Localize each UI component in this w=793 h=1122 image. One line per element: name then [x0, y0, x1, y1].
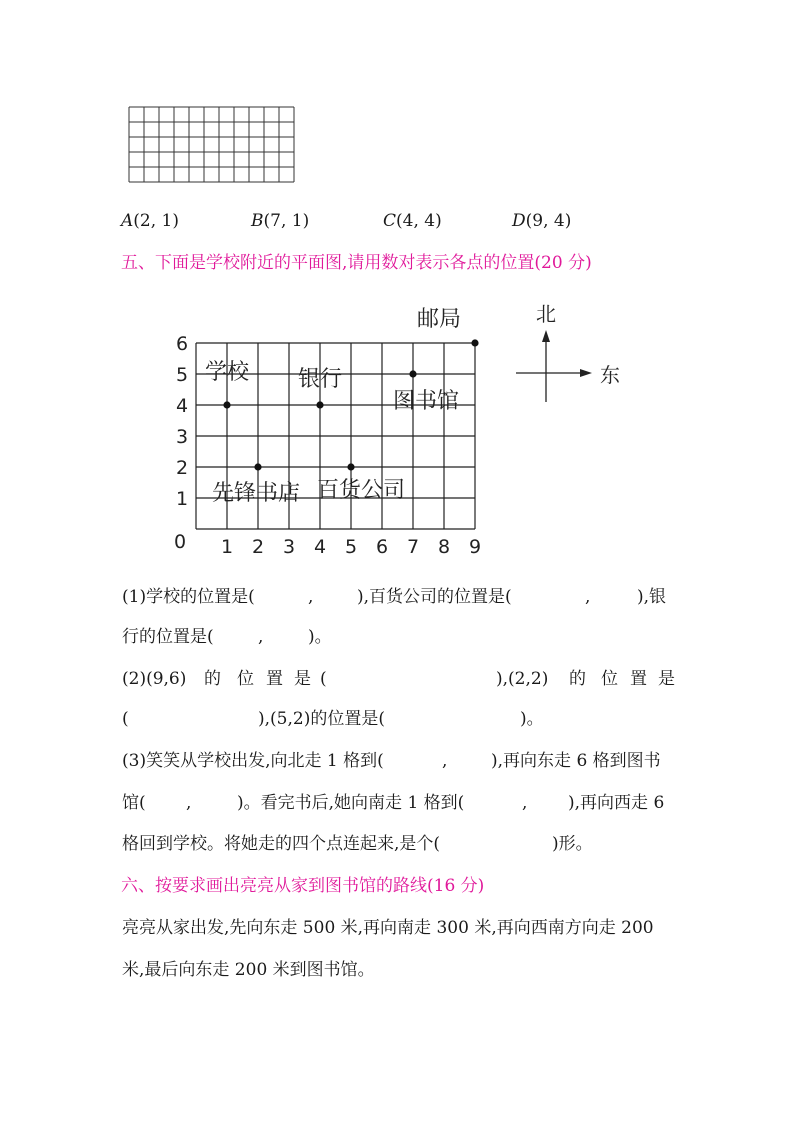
place-label: 学校 — [205, 360, 250, 385]
point-b: B(7, 1) — [251, 211, 310, 231]
q1-comma-3: , — [258, 627, 264, 647]
place-dot — [471, 339, 478, 346]
q2-part: 置 — [266, 669, 283, 689]
q3-line2 — [122, 793, 676, 813]
place-dot — [409, 370, 416, 377]
place-label: 百货公司 — [317, 478, 406, 503]
x-tick-label: 8 — [437, 536, 451, 558]
q2-part: (2)(9,6) — [122, 669, 187, 689]
q2-text-a: ( — [122, 709, 129, 729]
point-d: D(9, 4) — [512, 211, 572, 231]
q1-text-a: (1)学校的位置是( — [122, 587, 255, 607]
q3-text-a: (3)笑笑从学校出发,向北走 1 格到( — [122, 751, 384, 771]
q2-text-b: ),(5,2)的位置是( — [258, 709, 385, 729]
school-map — [160, 296, 640, 566]
q1-comma-2: , — [585, 587, 591, 607]
q2-line2 — [122, 709, 676, 729]
q2-line1 — [122, 669, 676, 689]
section6-body-line2: 米,最后向东走 200 米到图书馆。 — [122, 960, 375, 980]
compass — [516, 302, 620, 402]
q3-text-g: )形。 — [552, 834, 593, 854]
place-label: 邮局 — [416, 307, 461, 332]
q3-line3 — [122, 834, 676, 854]
point-c: C(4, 4) — [383, 211, 442, 231]
q2-text-c: )。 — [520, 709, 544, 729]
place-dot — [347, 463, 354, 470]
x-tick-label: 2 — [251, 536, 265, 558]
x-tick-label: 7 — [406, 536, 420, 558]
place-label: 图书馆 — [393, 389, 460, 414]
x-tick-label: 4 — [313, 536, 327, 558]
x-tick-label: 6 — [375, 536, 389, 558]
x-tick-label: 9 — [468, 536, 482, 558]
x-tick-label: 3 — [282, 536, 296, 558]
q1-text-b: ),百货公司的位置是( — [357, 587, 512, 607]
q2-part: 是 — [658, 669, 675, 689]
q3-text-c: 馆( — [122, 793, 146, 813]
q1-text-e: )。 — [308, 627, 332, 647]
q2-part: ),(2,2) — [496, 669, 549, 689]
x-tick-label: 1 — [220, 536, 234, 558]
q3-line1 — [122, 751, 676, 771]
y-tick-label: 5 — [175, 364, 189, 386]
q2-part: 位 — [601, 669, 618, 689]
q2-part: 置 — [630, 669, 647, 689]
q2-part: 的 — [569, 669, 586, 689]
point-list — [121, 211, 681, 233]
place-label: 银行 — [298, 367, 343, 392]
section5-title: 五、下面是学校附近的平面图,请用数对表示各点的位置(20 分) — [121, 253, 592, 273]
section6-body-line1: 亮亮从家出发,先向东走 500 米,再向南走 300 米,再向西南方向走 200 — [122, 918, 654, 938]
place-label: 先锋书店 — [212, 481, 301, 506]
east-label: 东 — [600, 363, 620, 387]
q2-part: 是 — [294, 669, 311, 689]
q2-part: 位 — [237, 669, 254, 689]
origin-label: 0 — [174, 531, 187, 553]
y-tick-label: 1 — [175, 488, 189, 510]
q3-text-e: ),再向西走 6 — [568, 793, 665, 813]
q2-part: 的 — [204, 669, 221, 689]
q1-text-d: 行的位置是( — [122, 627, 214, 647]
north-label: 北 — [536, 302, 556, 326]
q3-text-b: ),再向东走 6 格到图书 — [491, 751, 661, 771]
q3-comma-1: , — [442, 751, 448, 771]
y-tick-label: 3 — [175, 426, 189, 448]
point-a: A(2, 1) — [121, 211, 179, 231]
y-tick-label: 4 — [175, 395, 189, 417]
x-tick-label: 5 — [344, 536, 358, 558]
y-tick-label: 6 — [175, 333, 189, 355]
small-grid — [128, 106, 298, 186]
place-dot — [223, 401, 230, 408]
place-dot — [254, 463, 261, 470]
q3-comma-2: , — [186, 793, 192, 813]
q3-comma-3: , — [522, 793, 528, 813]
place-dot — [316, 401, 323, 408]
q1-text-c: ),银 — [637, 587, 667, 607]
q3-text-f: 格回到学校。将她走的四个点连起来,是个( — [122, 834, 441, 854]
y-tick-label: 2 — [175, 457, 189, 479]
q1-line2 — [122, 627, 422, 647]
section6-title: 六、按要求画出亮亮从家到图书馆的路线(16 分) — [121, 876, 485, 896]
q2-part: ( — [320, 669, 327, 689]
q1-comma-1: , — [308, 587, 314, 607]
q3-text-d: )。看完书后,她向南走 1 格到( — [237, 793, 465, 813]
q1-line1 — [122, 587, 676, 607]
